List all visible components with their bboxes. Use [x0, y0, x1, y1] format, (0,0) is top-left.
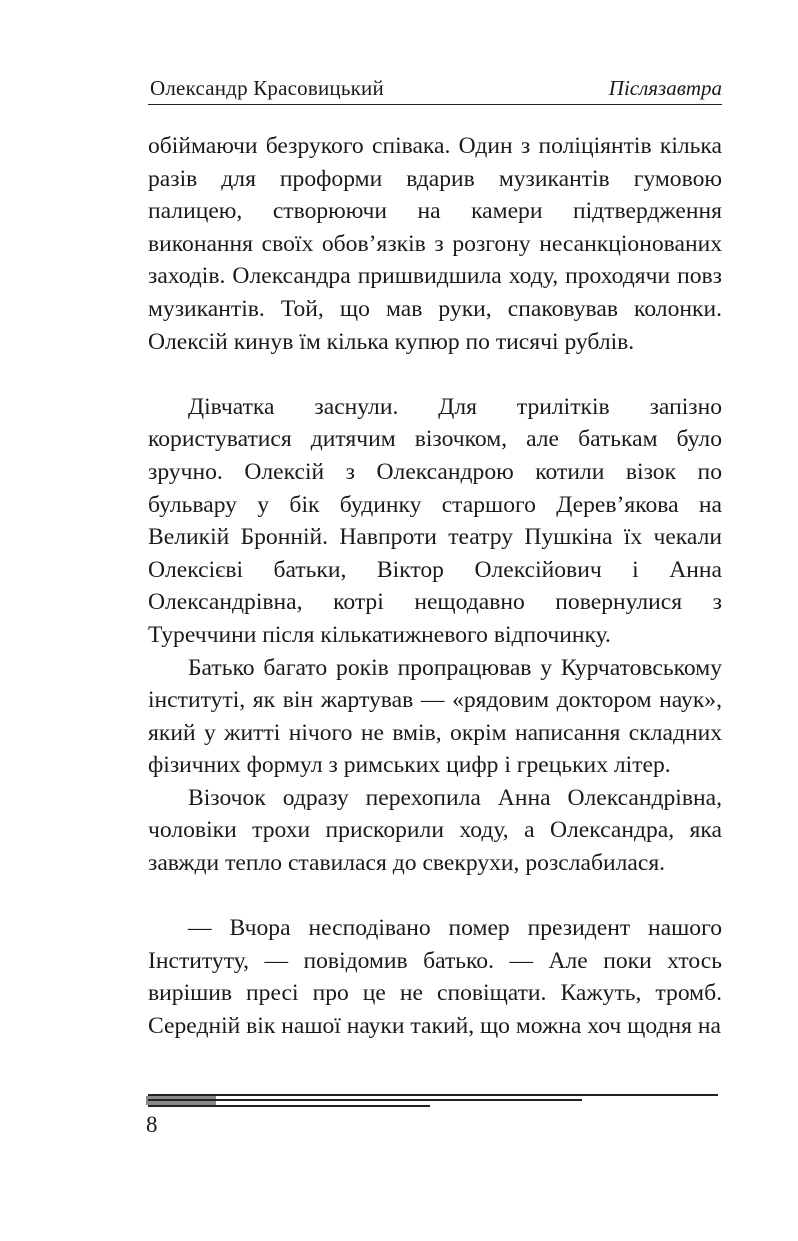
running-header: [148, 74, 722, 105]
section-break: [148, 880, 722, 913]
footer-rule-accent: [146, 1096, 216, 1105]
footer-rule: [148, 1099, 582, 1101]
body-text: [148, 130, 722, 1043]
header-author: Олександр Красовицький: [150, 76, 384, 100]
footer-rule: [148, 1105, 430, 1107]
header-book-title: Післязавтра: [608, 76, 722, 100]
paragraph: Візочок одразу перехопила Анна Олександрівна, чоловіки трохи прискорили ходу, а Олександра, яка завжди тепло ставилася до свекрухи, розслабилася.: [148, 784, 722, 877]
section-break: [148, 358, 722, 391]
footer-rule: [148, 1094, 718, 1096]
paragraph: Дівчатка заснули. Для трилітків запізно користуватися дитячим візочком, але батькам було зручно. Олексій з Олександрою котили візок по бульвару у бік будинку старшого Дерев’якова на Великій Бронній. Навпроти театру Пушкіна їх чекали Олексієві батьки, Віктор Олексійович і Анна Олександрівна, котрі нещодавно повернулися з Туреччини після кількатижневого відпочинку.: [148, 393, 722, 648]
paragraph: обіймаючи безрукого співака. Один з поліціянтів кілька разів для проформи вдарив музикантів гумовою палицею, створюючи на камери підтвердження виконання своїх обов’язків з розгону несанкціонованих заходів. Олександра пришвидшила ходу, проходячи повз музикантів. Той, що мав руки, спаковував колонки. Олексій кинув їм кілька купюр по тисячі рублів.: [148, 133, 722, 355]
paragraph: — Вчора несподівано помер президент нашого Інституту, — повідомив батько. — Але поки хтось вирішив пресі про це не сповіщати. Кажуть, тромб. Середній вік нашої науки такий, що можна хоч щодня на: [148, 915, 722, 1040]
page-number: 8: [146, 1112, 158, 1137]
paragraph: Батько багато років пропрацював у Курчатовському інституті, як він жартував — «рядовим доктором наук», який у житті нічого не вмів, окрім написання складних фізичних формул з римських цифр і грецьких літер.: [148, 654, 722, 779]
